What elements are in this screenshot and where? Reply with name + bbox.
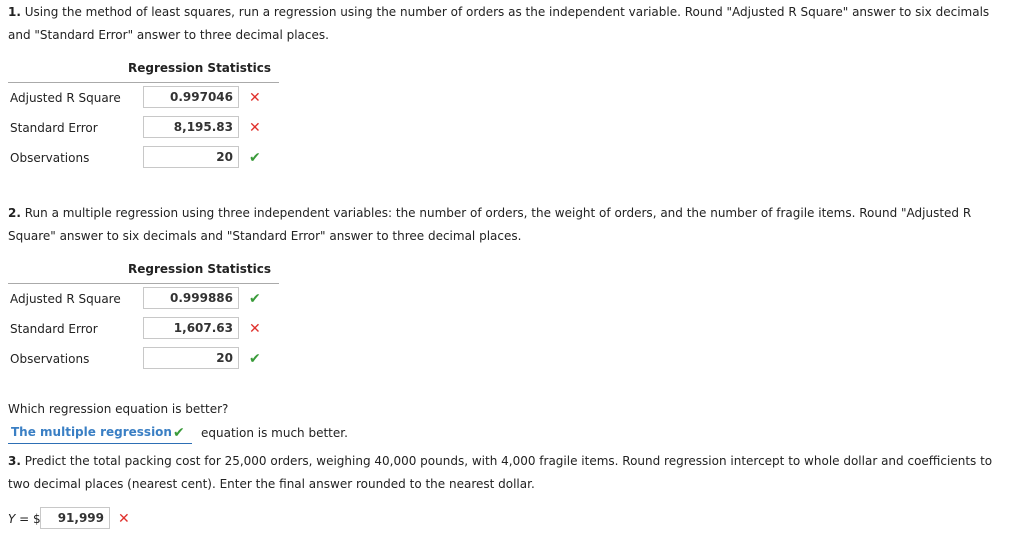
q2-standard-error-incorrect-icon: ✕ bbox=[249, 321, 261, 337]
better-regression-correct-icon: ✔ bbox=[173, 425, 185, 441]
y-value-incorrect-icon: ✕ bbox=[118, 511, 130, 527]
q2-observations-correct-icon: ✔ bbox=[249, 351, 261, 367]
q2-adjusted-r-square-input[interactable]: 0.999886 bbox=[143, 287, 239, 309]
question-1-body: Using the method of least squares, run a regression using the number of orders as the independent variable. Round "Adjusted R Square" answer to six decimals and "Standard Error" answer to three decimal places. bbox=[8, 5, 990, 42]
y-variable: Y bbox=[8, 512, 16, 526]
q2-stats-divider bbox=[8, 283, 279, 284]
q2-adjusted-r-square-correct-icon: ✔ bbox=[249, 291, 261, 307]
q1-observations-input[interactable]: 20 bbox=[143, 146, 239, 168]
better-regression-suffix: equation is much better. bbox=[201, 426, 348, 440]
which-regression-question: Which regression equation is better? bbox=[8, 402, 229, 416]
question-2-body: Run a multiple regression using three independent variables: the number of orders, the weight of orders, and the number of fragile items. Round "Adjusted R Square" answer to six decimals and "Standard Error" answer to three decimal places. bbox=[8, 206, 972, 243]
question-1-text bbox=[8, 1, 1013, 47]
q1-standard-error-incorrect-icon: ✕ bbox=[249, 120, 261, 136]
y-equation-label bbox=[8, 512, 41, 526]
q2-standard-error-input[interactable]: 1,607.63 bbox=[143, 317, 239, 339]
question-2-text bbox=[8, 202, 1013, 248]
better-regression-selected-value: The multiple regression bbox=[11, 425, 172, 439]
y-equals-dollar: = $ bbox=[15, 512, 41, 526]
q1-label-standard-error: Standard Error bbox=[10, 121, 98, 135]
q2-observations-input[interactable]: 20 bbox=[143, 347, 239, 369]
better-regression-select[interactable] bbox=[8, 424, 192, 444]
q1-label-observations: Observations bbox=[10, 151, 90, 165]
q2-label-standard-error: Standard Error bbox=[10, 322, 98, 336]
q1-observations-correct-icon: ✔ bbox=[249, 150, 261, 166]
q1-label-adjusted-r-square: Adjusted R Square bbox=[10, 91, 121, 105]
q2-label-observations: Observations bbox=[10, 352, 90, 366]
y-value-input[interactable]: 91,999 bbox=[40, 507, 110, 529]
q1-adjusted-r-square-input[interactable]: 0.997046 bbox=[143, 86, 239, 108]
question-3-body: Predict the total packing cost for 25,000 orders, weighing 40,000 pounds, with 4,000 fragile items. Round regression intercept to whole dollar and coefficients to two decimal places (nearest cent). Enter the final answer rounded to the nearest dollar. bbox=[8, 454, 993, 491]
q2-stats-title: Regression Statistics bbox=[128, 262, 271, 276]
q1-stats-divider bbox=[8, 82, 279, 83]
q1-standard-error-input[interactable]: 8,195.83 bbox=[143, 116, 239, 138]
question-3-number: 3. bbox=[8, 454, 21, 468]
question-1-number: 1. bbox=[8, 5, 21, 19]
question-3-text bbox=[8, 450, 1013, 496]
q1-stats-title: Regression Statistics bbox=[128, 61, 271, 75]
question-2-number: 2. bbox=[8, 206, 21, 220]
q1-adjusted-r-square-incorrect-icon: ✕ bbox=[249, 90, 261, 106]
q2-label-adjusted-r-square: Adjusted R Square bbox=[10, 292, 121, 306]
